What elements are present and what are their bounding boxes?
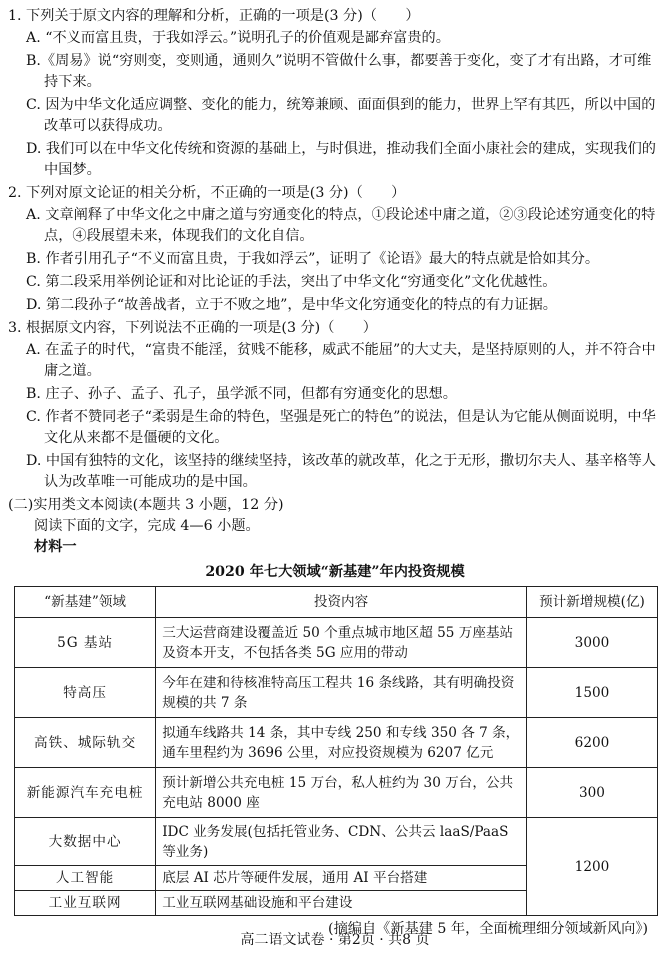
table-row [15,668,658,718]
section-title: (二)实用类文本阅读(本题共 3 小题，12 分) [8,497,284,513]
question-stem: 1. 下列关于原文内容的理解和分析，正确的一项是(3 分)（ ） [8,8,420,24]
cell-field: 工业互联网 [15,891,156,916]
option-b: B. 作者引用孔子“不义而富且贵，于我如浮云”，证明了《论语》最大的特点就是恰如其分。 [26,251,600,267]
table-row [15,768,658,818]
cell-field: 大数据中心 [15,818,156,866]
option-c: C. 作者不赞同老子“柔弱是生命的特色，坚强是死亡的特色”的说法，但是认为它能从侧面说明，中华文化从来都不是僵硬的文化。 [26,409,656,446]
option-d: D. 第二段孙子“故善战者，立于不败之地”，是中华文化穷通变化的特点的有力证据。 [26,297,557,313]
option-b: B. 庄子、孙子、孟子、孔子，虽学派不同，但都有穷通变化的思想。 [26,386,457,402]
question-1 [8,6,662,181]
cell-content: 今年在建和待核准特高压工程共 16 条线路，其有明确投资规模的共 7 条 [156,668,527,718]
header-scale: 预计新增规模(亿) [526,587,657,618]
table-source: (摘编自《新基建 5 年，全面梳理细分领域新风向》) [328,921,648,937]
question-3 [8,318,662,493]
question-stem: 3. 根据原文内容，下列说法不正确的一项是(3 分)（ ） [8,320,377,336]
cell-field: 人工智能 [15,866,156,891]
cell-scale: 1500 [526,668,657,718]
page-footer: 高二语文试卷 · 第2页 · 共8 页 [240,932,430,948]
cell-content: IDC 业务发展(包括托管业务、CDN、公共云 laaS/PaaS 等业务) [156,818,527,866]
cell-scale: 3000 [526,618,657,668]
table-caption: 2020 年七大领域“新基建”年内投资规模 [205,564,465,580]
table-header-row [15,587,658,618]
section-instruction: 阅读下面的文字，完成 4—6 小题。 [34,518,260,534]
cell-scale: 6200 [526,718,657,768]
cell-content: 底层 AI 芯片等硬件发展，通用 AI 平台搭建 [156,866,527,891]
table-row [15,618,658,668]
investment-table [14,586,658,916]
option-c: C. 第二段采用举例论证和对比论证的手法，突出了中华文化“穷通变化”文化优越性。 [26,274,557,290]
table-row [15,818,658,866]
cell-field: 高铁、城际轨交 [15,718,156,768]
option-a: A. “不义而富且贵，于我如浮云。”说明孔子的价值观是鄙弃富贵的。 [26,30,450,46]
header-field: “新基建”领域 [15,587,156,618]
question-stem: 2. 下列对原文论证的相关分析，不正确的一项是(3 分)（ ） [8,185,406,201]
option-a: A. 在孟子的时代，“富贵不能淫，贫贱不能移，威武不能屈”的大丈夫，是坚持原则的人，并不符合中庸之道。 [26,342,656,379]
table-row [15,718,658,768]
option-d: D. 我们可以在中华文化传统和资源的基础上，与时俱进，推动我们全面小康社会的建成，实现我们的中国梦。 [26,141,656,178]
question-2 [8,183,662,316]
header-content: 投资内容 [156,587,527,618]
option-d: D. 中国有独特的文化，该坚持的继续坚持，该改革的就改革，化之于无形，撒切尔夫人、基辛格等人认为改革唯一可能成功的是中国。 [26,453,656,490]
cell-field: 新能源汽车充电桩 [15,768,156,818]
cell-content: 预计新增公共充电桩 15 万台，私人桩约为 30 万台，公共充电站 8000 座 [156,768,527,818]
cell-content: 工业互联网基础设施和平台建设 [156,891,527,916]
cell-scale: 300 [526,768,657,818]
option-a: A. 文章阐释了中华文化之中庸之道与穷通变化的特点，①段论述中庸之道，②③段论述穷通变化的特点，④段展望未来，体现我们的文化自信。 [26,207,656,244]
material-label: 材料一 [34,539,77,555]
option-c: C. 因为中华文化适应调整、变化的能力，统筹兼顾、面面俱到的能力，世界上罕有其匹，所以中国的改革可以获得成功。 [26,97,656,134]
option-b: B.《周易》说“穷则变，变则通，通则久”说明不管做什么事，都要善于变化，变了才有出路，才可维持下来。 [26,53,652,90]
cell-field: 5G 基站 [15,618,156,668]
cell-scale: 1200 [526,818,657,916]
cell-content: 拟通车线路共 14 条，其中专线 250 和专线 350 各 7 条，通车里程约为 3696 公里，对应投资规模为 6207 亿元 [156,718,527,768]
cell-field: 特高压 [15,668,156,718]
cell-content: 三大运营商建设覆盖近 50 个重点城市地区超 55 万座基站及资本开支，不包括各类 5G 应用的带动 [156,618,527,668]
